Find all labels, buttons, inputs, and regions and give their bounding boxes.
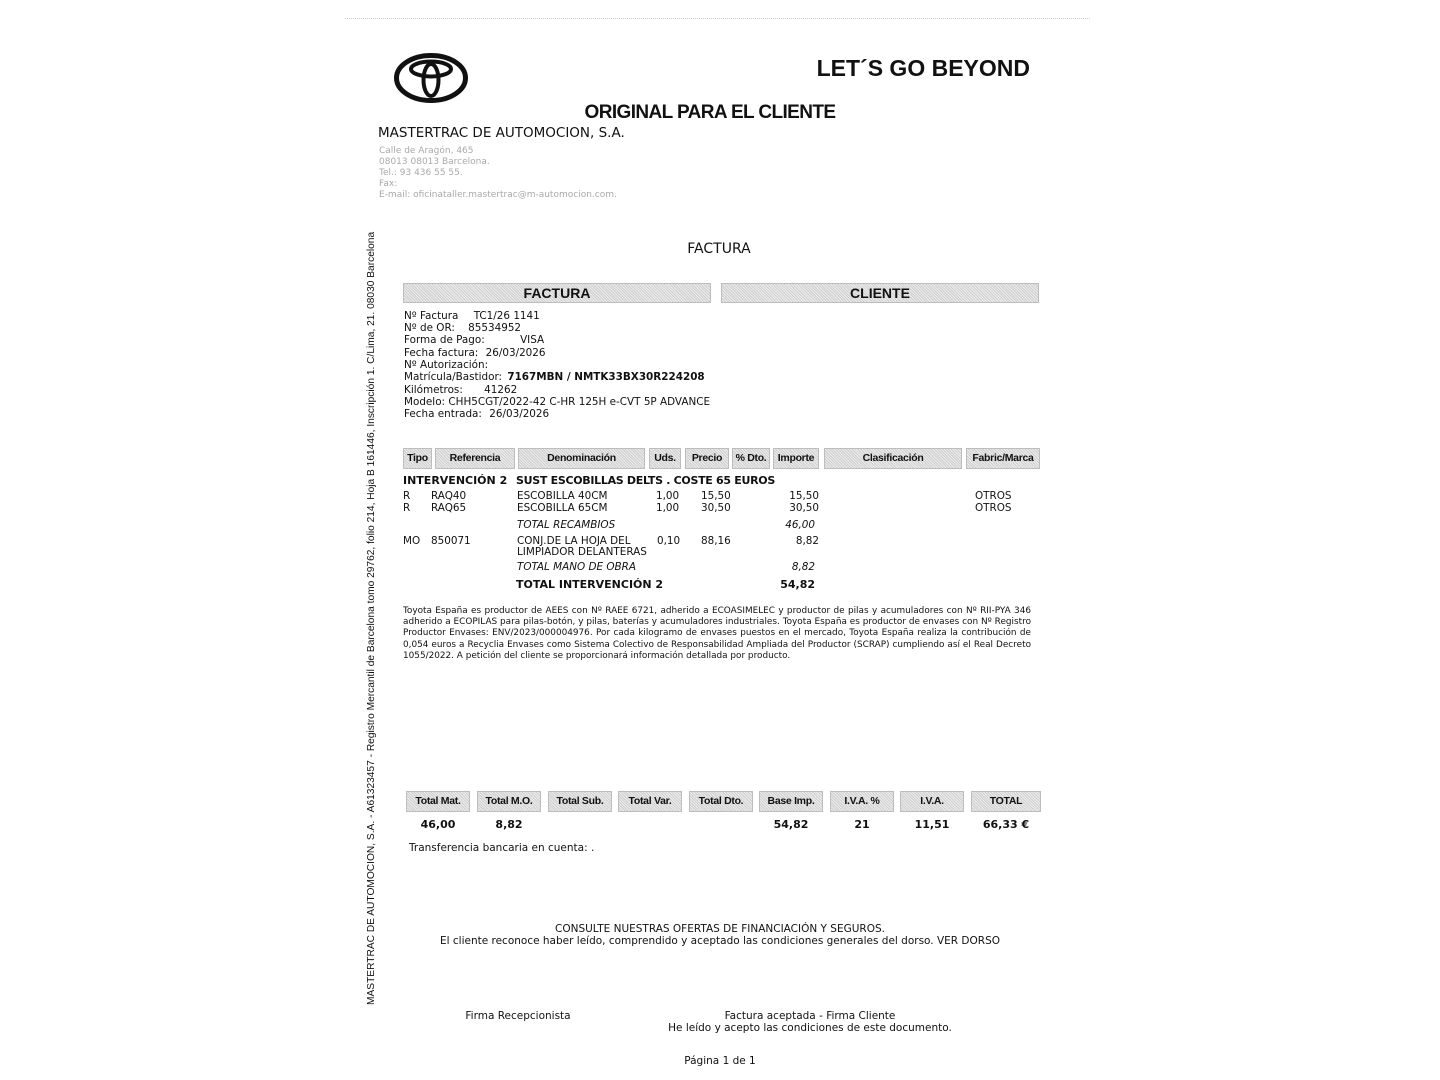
totals-value: 8,82 xyxy=(495,818,523,831)
signature-receptionist: Firma Recepcionista xyxy=(465,1010,571,1022)
total-recambios-value: 46,00 xyxy=(785,519,815,531)
info-value: TC1/26 1141 xyxy=(473,310,540,322)
labour-referencia: 850071 xyxy=(431,535,471,547)
totals-header: Total Mat. xyxy=(406,791,470,812)
column-header: Precio xyxy=(685,448,729,469)
totals-header: Total M.O. xyxy=(477,791,541,812)
page-number: Página 1 de 1 xyxy=(684,1055,756,1067)
item-marca: OTROS xyxy=(975,490,1012,502)
info-row xyxy=(404,359,488,371)
legal-notice: Toyota España es productor de AEES con Nº RAEE 6721, adherido a ECOASIMELEC y productor de pilas y acumuladores con Nº RII-PYA 346 adherido a ECOPILAS para pilas-botón, y pilas, baterías y acumuladores industriales. Toyota España es productor de envases con Nº Registro Productor Envases: ENV/2023/000004976. Por cada kilogramo de envases puestos en el mercado, Toyota España realiza la contribución de 0,054 euros a Recyclia Envases como Sistema Colectivo de Responsabilidad Ampliada del Productor (SCRAP) cumpliendo así el Real Decreto 1055/2022. A petición del cliente se proporcionará información detallada por producto. xyxy=(403,606,1031,661)
signature-client-note: He leído y acepto las condiciones de este documento. xyxy=(668,1022,952,1034)
brand-slogan: LET´S GO BEYOND xyxy=(816,55,1030,81)
intervention-label: INTERVENCIÓN 2 xyxy=(403,474,508,487)
toyota-logo-icon xyxy=(393,52,469,104)
totals-header: Total Sub. xyxy=(548,791,612,812)
column-header: Tipo xyxy=(403,448,432,469)
info-label: Forma de Pago: xyxy=(404,334,485,346)
item-denominacion: ESCOBILLA 40CM xyxy=(517,490,608,502)
info-value: CHH5CGT/2022-42 C-HR 125H e-CVT 5P ADVANCE xyxy=(448,396,711,408)
document-title: FACTURA xyxy=(687,241,751,257)
totals-header: Base Imp. xyxy=(759,791,823,812)
address-line: 08013 08013 Barcelona. xyxy=(379,157,490,167)
info-row xyxy=(404,384,517,396)
column-header: Importe xyxy=(773,448,819,469)
section-factura: FACTURA xyxy=(403,283,711,303)
item-denominacion: ESCOBILLA 65CM xyxy=(517,502,608,514)
column-header: Denominación xyxy=(518,448,645,469)
info-row xyxy=(404,347,546,359)
info-value: 26/03/2026 xyxy=(485,347,546,359)
item-referencia: RAQ40 xyxy=(431,490,467,502)
bank-transfer: Transferencia bancaria en cuenta: . xyxy=(409,842,595,854)
item-precio: 15,50 xyxy=(701,490,731,502)
totals-value: 46,00 xyxy=(420,818,456,831)
intervention-description: SUST ESCOBILLAS DELTS . COSTE 65 EUROS xyxy=(516,474,775,487)
info-row xyxy=(404,322,521,334)
item-tipo: R xyxy=(403,502,411,514)
item-uds: 1,00 xyxy=(656,502,680,514)
info-label: Modelo: xyxy=(404,396,446,408)
column-header: Referencia xyxy=(435,448,515,469)
totals-value: 21 xyxy=(854,818,870,831)
item-marca: OTROS xyxy=(975,502,1012,514)
info-row xyxy=(404,371,705,383)
info-value: 7167MBN / NMTK33BX30R224208 xyxy=(507,371,705,383)
info-label: Fecha factura: xyxy=(404,347,479,359)
info-row xyxy=(404,396,710,408)
item-precio: 30,50 xyxy=(701,502,731,514)
column-header: % Dto. xyxy=(732,448,770,469)
address-line: Fax: xyxy=(379,179,398,189)
info-value: 41262 xyxy=(484,384,518,396)
column-header: Uds. xyxy=(649,448,681,469)
info-value: VISA xyxy=(520,334,545,346)
info-value: 26/03/2026 xyxy=(489,408,550,420)
totals-value: 11,51 xyxy=(914,818,950,831)
info-label: Nº de OR: xyxy=(404,322,455,334)
address-line: E-mail: oficinataller.mastertrac@m-automocion.com. xyxy=(379,190,617,200)
totals-value: 54,82 xyxy=(773,818,809,831)
copy-label: ORIGINAL PARA EL CLIENTE xyxy=(584,102,836,123)
total-intervention-value: 54,82 xyxy=(780,578,815,591)
item-referencia: RAQ65 xyxy=(431,502,467,514)
labour-denominacion-2: LIMPIADOR DELANTERAS xyxy=(517,546,647,558)
labour-uds: 0,10 xyxy=(657,535,681,547)
item-tipo: R xyxy=(403,490,411,502)
info-label: Kilómetros: xyxy=(404,384,463,396)
info-value: 85534952 xyxy=(468,322,522,334)
item-importe: 30,50 xyxy=(789,502,819,514)
signature-client-title: Factura aceptada - Firma Cliente xyxy=(724,1010,896,1022)
total-recambios-label: TOTAL RECAMBIOS xyxy=(517,519,616,531)
section-cliente: CLIENTE xyxy=(721,283,1039,303)
registry-text: MASTERTRAC DE AUTOMOCION, S.A. - A61323457 - Registro Mercantil de Barcelona tomo 29762, folio 214, Hoja B 161446, Inscripción 1. C/Lima, 21. 08030 Barcelona xyxy=(366,231,377,1005)
footer-offers: CONSULTE NUESTRAS OFERTAS DE FINANCIACIÓN Y SEGUROS. xyxy=(555,923,885,935)
address-line: Tel.: 93 436 55 55. xyxy=(379,168,463,178)
totals-value: 66,33 € xyxy=(982,818,1030,831)
totals-header: I.V.A. xyxy=(900,791,964,812)
info-label: Fecha entrada: xyxy=(404,408,482,420)
item-uds: 1,00 xyxy=(656,490,680,502)
total-intervention-label: TOTAL INTERVENCIÓN 2 xyxy=(516,578,664,591)
total-mano-value: 8,82 xyxy=(791,561,815,573)
info-label: Nº Factura xyxy=(404,310,459,322)
labour-precio: 88,16 xyxy=(701,535,731,547)
company-name: MASTERTRAC DE AUTOMOCION, S.A. xyxy=(378,125,625,141)
scan-top-edge xyxy=(345,18,1090,19)
info-row xyxy=(404,310,540,322)
info-row xyxy=(404,334,544,346)
totals-header: TOTAL xyxy=(971,791,1041,812)
column-header: Fabric/Marca xyxy=(966,448,1040,469)
footer-conditions: El cliente reconoce haber leído, comprendido y aceptado las condiciones generales del dorso. VER DORSO xyxy=(439,935,1000,947)
address-line: Calle de Aragón, 465 xyxy=(379,146,474,156)
labour-denominacion: CONJ.DE LA HOJA DEL xyxy=(517,535,631,547)
item-importe: 15,50 xyxy=(789,490,819,502)
info-label: Nº Autorización: xyxy=(404,359,489,371)
totals-header: Total Dto. xyxy=(689,791,753,812)
labour-tipo: MO xyxy=(403,535,421,547)
labour-importe: 8,82 xyxy=(795,535,819,547)
info-label: Matrícula/Bastidor: xyxy=(404,371,503,383)
totals-header: Total Var. xyxy=(618,791,682,812)
total-mano-label: TOTAL MANO DE OBRA xyxy=(517,561,636,573)
info-row xyxy=(404,408,549,420)
totals-header: I.V.A. % xyxy=(830,791,894,812)
column-header: Clasificación xyxy=(824,448,962,469)
